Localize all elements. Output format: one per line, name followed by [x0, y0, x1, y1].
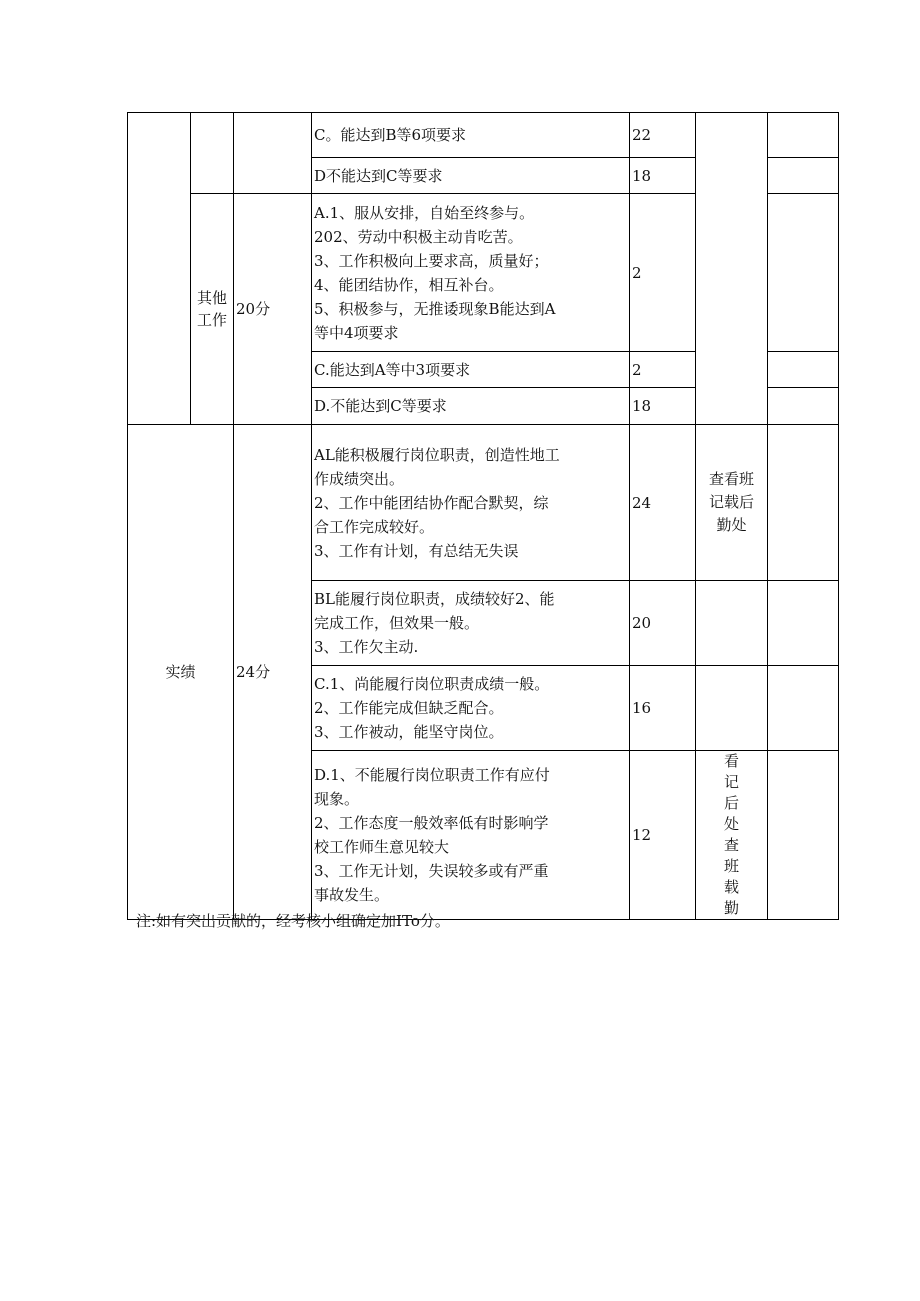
- criterion-cell: C。能达到B等6项要求: [312, 113, 630, 158]
- criterion-line: C.能达到A等中3项要求: [314, 360, 471, 379]
- criterion-line: 完成工作，但效果一般。: [314, 614, 480, 632]
- criterion-line: 2、工作中能团结协作配合默契，综: [314, 493, 549, 512]
- method-line: 勤处: [716, 516, 747, 534]
- blank-remark-cell: [768, 113, 839, 158]
- criterion-line: 3、工作欠主动.: [314, 638, 419, 656]
- score-cell: 12: [630, 751, 696, 920]
- criterion-cell: [312, 194, 630, 352]
- points-cell: 24分: [234, 425, 312, 920]
- criterion-line: 等中4项要求: [314, 323, 399, 342]
- criterion-line: 5、积极参与，无推诿现象B能达到A: [314, 299, 556, 318]
- score-cell: 16: [630, 666, 696, 751]
- table-row: [128, 113, 839, 158]
- blank-method-cell: [696, 113, 768, 425]
- category-line: 其他: [196, 289, 227, 307]
- evaluation-table: [127, 112, 839, 920]
- footnote: 注:如有突出贡献的，经考核小组确定加ITo分。: [136, 912, 450, 930]
- criterion-line: 3、工作无计划，失误较多或有严重: [314, 862, 549, 880]
- blank-method-cell: [696, 666, 768, 751]
- criterion-line: A.1、服从安排，自始至终参与。: [314, 203, 535, 222]
- method-line: 记载后: [708, 493, 754, 511]
- criterion-line: 2、工作能完成但缺乏配合。: [314, 699, 504, 717]
- method-char: 勤: [723, 899, 739, 917]
- blank-points-cell: [234, 113, 312, 194]
- score-cell: 2: [630, 352, 696, 388]
- criterion-line: 3、工作被动，能坚守岗位。: [314, 723, 504, 741]
- method-char: 看: [723, 752, 739, 770]
- score-cell: 18: [630, 388, 696, 425]
- score-cell: 18: [630, 158, 696, 194]
- criterion-cell: [312, 388, 630, 425]
- table-row: [128, 425, 839, 581]
- blank-remark-cell: [768, 158, 839, 194]
- blank-remark-cell: [768, 425, 839, 581]
- criterion-line: D.1、不能履行岗位职责工作有应付: [314, 766, 550, 784]
- criterion-line: C.1、尚能履行岗位职责成绩一般。: [314, 675, 550, 693]
- method-char: 处: [723, 815, 739, 833]
- criterion-line: D.不能达到C等要求: [314, 397, 447, 415]
- criterion-cell: [312, 666, 630, 751]
- criterion-cell: [312, 581, 630, 666]
- criterion-line: 3、工作积极向上要求高，质量好；: [314, 251, 549, 270]
- method-char: 班: [723, 857, 739, 875]
- score-cell: 20: [630, 581, 696, 666]
- method-char: 记: [723, 773, 739, 791]
- criterion-cell: D不能达到C等要求: [312, 158, 630, 194]
- method-line: 查看班: [708, 470, 754, 488]
- criterion-line: 202、劳动中积极主动肯吃苦。: [314, 227, 523, 246]
- criterion-cell: [312, 352, 630, 388]
- criterion-cell: [312, 751, 630, 920]
- blank-remark-cell: [768, 751, 839, 920]
- score-cell: 22: [630, 113, 696, 158]
- category-performance: 实绩: [128, 425, 234, 920]
- criterion-cell: [312, 425, 630, 581]
- criterion-line: 4、能团结协作，相互补台。: [314, 275, 504, 294]
- category-other-work: [191, 194, 234, 425]
- criterion-line: 现象。: [314, 790, 360, 808]
- blank-remark-cell: [768, 666, 839, 751]
- blank-sub-cell: [191, 113, 234, 194]
- method-char: 查: [723, 836, 739, 854]
- criterion-line: BL能履行岗位职责，成绩较好2、能: [314, 590, 555, 608]
- criterion-line: 校工作师生意见较大: [314, 838, 450, 856]
- method-char: 载: [723, 878, 739, 896]
- blank-remark-cell: [768, 581, 839, 666]
- blank-remark-cell: [768, 352, 839, 388]
- criterion-line: 2、工作态度一般效率低有时影响学: [314, 814, 549, 832]
- criterion-line: 作成绩突出。: [314, 469, 405, 488]
- blank-remark-cell: [768, 388, 839, 425]
- blank-remark-cell: [768, 194, 839, 352]
- category-line: 工作: [196, 311, 227, 329]
- criterion-line: 合工作完成较好。: [314, 517, 435, 536]
- points-cell: 20分: [234, 194, 312, 425]
- criterion-line: 3、工作有计划，有总结无失误: [314, 541, 519, 560]
- criterion-line: AL能积极履行岗位职责，创造性地工: [314, 445, 560, 464]
- method-cell-vertical: [696, 751, 768, 920]
- method-cell: [696, 425, 768, 581]
- score-cell: 2: [630, 194, 696, 352]
- method-char: 后: [723, 794, 739, 812]
- blank-category-cell: [128, 113, 191, 425]
- blank-method-cell: [696, 581, 768, 666]
- criterion-line: 事故发生。: [314, 886, 390, 904]
- score-cell: 24: [630, 425, 696, 581]
